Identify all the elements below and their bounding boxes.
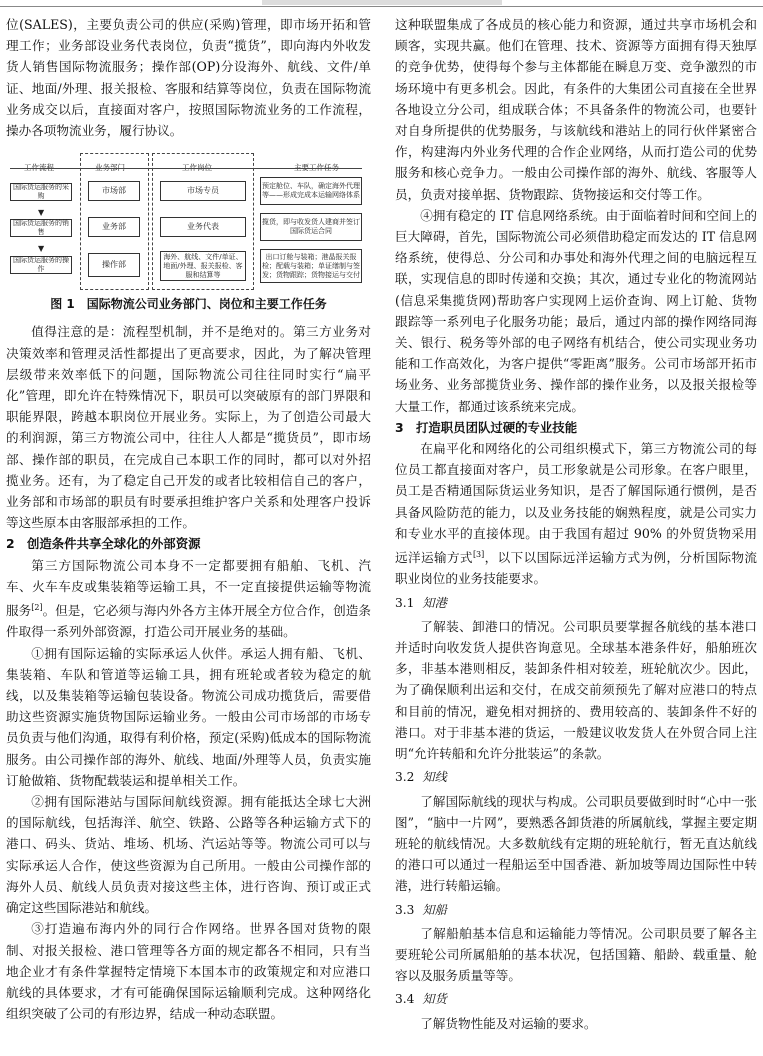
dept-box: 市场部 [88, 181, 140, 201]
subsection-heading [395, 989, 757, 1010]
paragraph: ③打造遍布海内外的同行合作网络。世界各国对货物的限制、对报关报检、港口管理等各方面的规定都各不相同，只有当地企业才有条件掌握特定情境下本国本市的政策规定和对应港口航线的具体要求，才有可能确保国际运输顺利完成。这种网络化组织突破了公司的有形边界，结成一种动态联盟。 [6, 921, 371, 1022]
subsection-title: 知船 [422, 902, 447, 917]
paragraph: 了解船舶基本信息和运输能力等情况。公司职员要了解各主要班轮公司所属船舶的基本状况，包括国籍、船龄、载重量、舱容以及服务质量等等。 [395, 925, 757, 984]
paragraph: 了解国际航线的现状与构成。公司职员要做到时时“心中一张图”，“脑中一片网”，要熟悉各卸货港的所属航线，掌握主要定期班轮的航线情况。大多数航线有定期的班轮航行，暂无直达航线的港口可以通过一程船运至中国香港、新加坡等周边国际性中转港，进行转船运输。 [395, 793, 757, 894]
right-column [395, 14, 757, 1034]
down-arrow-icon: ▼ [38, 244, 45, 254]
subsection-number: 3.4 [395, 992, 415, 1007]
paragraph-text: 。但是，它必须与海内外各方主体开展全方位合作，创造条件取得一系列外部资源，打造公司开展业务的基础。 [6, 603, 372, 640]
fig-header-post: 工作岗位 [182, 163, 212, 173]
figure-caption: 图 1 国际物流公司业务部门、岗位和主要工作任务 [50, 297, 327, 312]
paragraph-text: 在扁平化和网络化的公司组织模式下，第三方物流公司的每位员工都直接面对客户，员工形象就是公司形象。在客户眼里，员工是否精通国际货运业务知识，是否了解国际通行惯例，是否具备风险防范的能力，以及业务技能的娴熟程度，就是公司实力和专业水平的直接体现。由于我国有超过 90% 的外贸货物采用远洋运输方式 [395, 441, 757, 566]
paragraph [6, 555, 371, 643]
running-header-rule [0, 0, 763, 7]
section-heading-2: 2 创造条件共享全球化的外部资源 [6, 536, 201, 552]
subsection-heading [395, 900, 757, 921]
paragraph: 值得注意的是：流程型机制，并不是绝对的。第三方业务对决策效率和管理灵活性都提出了更高要求，因此，为了解决管理层级带来效率低下的问题，国际物流公司往往同时实行“扁平化”管理，即允许在特殊情况下，职员可以突破原有的部门界限和职能界限，跨越本职岗位开展业务。实际上，为了创造公司最大的利润源，第三方物流公司中，往往人人都是“揽货员”，即市场部、操作部的职员，在完成自己本职工作的同时，都可以对外招揽业务。还有，为了稳定自己开发的或者比较相信自己的客户，业务部和市场部的职员有时要承担维护客户关系和处理客户投诉等这些原本由客服部承担的工作。 [6, 324, 371, 531]
flow-box: 国际货运服务的操作 [10, 256, 72, 274]
post-box: 海外、航线、文件/单证、地面/外理、报关报检、客服和结算等 [160, 251, 246, 281]
subsection-number: 3.1 [395, 595, 415, 610]
paragraph: 位(SALES)，主要负责公司的供应(采购)管理，即市场开拓和管理工作；业务部设业务代表岗位，负责“揽货”，即向海内外收发货人销售国际物流服务；操作部(OP)分设海外、航线、文件/单证、地面/外理、报关报检、客服和结算等岗位，负责在国际物流业务成交以后，直接面对客户，按照国际物流业务的工作流程，操办各项物流业务，履行协议。 [6, 17, 371, 139]
task-box: 预定舱位、车队，确定海外代理等——形成完成本运输网络体系 [260, 177, 362, 205]
citation-ref[interactable]: [2] [31, 603, 43, 613]
dept-box: 操作部 [88, 253, 140, 277]
subsection-title: 知货 [422, 992, 447, 1007]
paragraph: 了解货物性能及对运输的要求。 [420, 1015, 597, 1031]
subsection-number: 3.3 [395, 902, 415, 917]
dept-box: 业务部 [88, 217, 140, 237]
running-header-text [262, 0, 502, 5]
subsection-title: 知港 [422, 595, 447, 610]
fig-header-task: 主要工作任务 [294, 163, 339, 173]
paragraph: ①拥有国际运输的实际承运人伙伴。承运人拥有船、飞机、集装箱、车队和管道等运输工具，拥有班轮或者较为稳定的航线，以及集装箱等运输包装设备。物流公司成功揽货后，需要借助这些资源实施货物国际运输业务。一般由公司市场部的市场专员负责与他们沟通，取得有利价格，预定(采购)低成本的国际物流服务。由公司操作部的海外、航线、地面/外理等人员，负责实施订舱做箱、货物配载装运和提单相关工作。 [6, 645, 371, 788]
figure-1 [10, 153, 362, 288]
paragraph-text: ，以下以国际远洋运输方式为例，分析国际物流职业岗位的业务技能要求。 [395, 550, 758, 587]
task-box: 揽货，即与收发货人建商并签订国际货运合同 [260, 213, 362, 241]
paragraph: 这种联盟集成了各成员的核心能力和资源，通过共享市场机会和顾客，实现共赢。他们在管理、技术、资源等方面拥有得天独厚的竞争优势，使得每个参与主体都能在瞬息万变、竞争激烈的市场环境中有更多机会。因此，有条件的大集团公司直接在全世界各地设立分公司，组成联合体；不具备条件的物流公司，也要针对自身所提供的优势服务，与该航线和港站上的同行伙伴紧密合作，构建海内外业务代理的合作企业网络，从而打造公司的优势服务和核心竞争力。一般由公司操作部的海外、航线、客服等人员，负责对接单据、货物跟踪、货物接运和交付等工作。 [395, 17, 757, 202]
subsection-heading [395, 593, 757, 614]
subsection-heading [395, 767, 757, 788]
subsection-number: 3.2 [395, 770, 415, 785]
left-column [6, 14, 371, 1024]
paragraph: ④拥有稳定的 IT 信息网络系统。由于面临着时间和空间上的巨大障碍，首先，国际物流公司必须借助稳定而发达的 IT 信息网络系统，使得总、分公司和办事处和海外代理之间的电脑远程互联，实现信息的即时传递和交换；其次，通过专业化的物流网站(信息采集揽货网)帮助客户实现网上运价查询、网上订舱、货物跟踪等一系列电子化服务功能；最后，通过内部的操作网络同海关、银行、税务等外部的电子网络有机结合，使公司实现业务功能和工作高效化，为客户提供“零距离”服务。公司市场部开拓市场业务、业务部揽货业务、操作部的操作业务，以及报关报检等大量工作，都通过该系统来完成。 [395, 207, 757, 414]
fig-header-flow: 工作流程 [24, 163, 54, 173]
post-box: 业务代表 [160, 217, 246, 237]
flow-box: 国际货运服务的销售 [10, 219, 72, 237]
fig-header-rule [10, 168, 362, 169]
down-arrow-icon: ▼ [38, 208, 45, 218]
flow-box: 国际货运服务的采购 [10, 183, 72, 201]
fig-header-dept: 业务部门 [95, 163, 125, 173]
subsection-title: 知线 [422, 770, 447, 785]
section-heading-3: 3 打造职员团队过硬的专业技能 [395, 419, 578, 435]
post-box: 市场专员 [160, 181, 246, 201]
paragraph: ②拥有国际港站与国际间航线资源。拥有能抵达全球七大洲的国际航线，包括海洋、航空、铁路、公路等各种运输方式下的港口、码头、货站、堆场、机场、汽运站等等。物流公司可以与实际承运人合作，使这些资源为自己所用。一般由公司操作部的海外人员、航线人员负责对接这些主体，进行咨询、预订或正式确定这些国际港站和航线。 [6, 794, 371, 916]
paragraph: 了解装、卸港口的情况。公司职员要掌握各航线的基本港口并适时向收发货人提供咨询意见。全球基本港条件好，船舶班次多，非基本港则相反，装卸条件相对较差，班轮航次少。因此，为了确保顺利出运和交付，在成交前须预先了解对应港口的特点和目前的情况，避免相对拥挤的、费用较高的、装卸条件不好的港口。对于非基本港的货运，一般建议收发货人在外贸合同上注明“允许转船和允许分批装运”的条款。 [395, 618, 757, 762]
citation-ref[interactable]: [3] [472, 550, 485, 560]
task-box: 出口订舱与装箱；港晶报关报检；配载与装箱；单证缮制与签发；货物跟踪；货物接运与交付 [260, 249, 362, 283]
paragraph-text: 第三方国际物流公司本身不一定都要拥有船舶、飞机、汽车、火车车皮或集装箱等运输工具，不一定直接提供运输等物流服务 [6, 557, 371, 619]
paragraph [395, 438, 757, 590]
